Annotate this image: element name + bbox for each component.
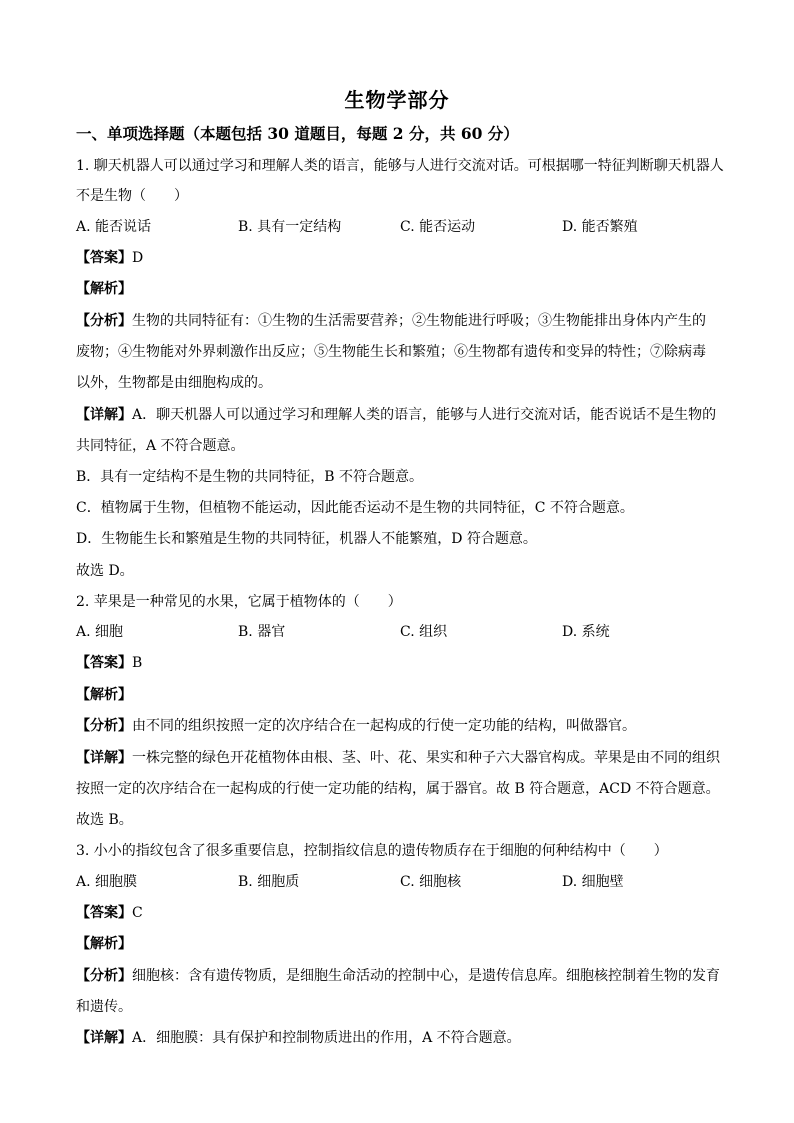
q1-xiangjie-line-1 [76,405,716,425]
q1-xiangjie-line-2: 共同特征，A 不符合题意。 [76,438,245,454]
q2-option-c: C. 组织 [400,624,448,640]
q2-analysis-label: 【解析】 [76,687,132,703]
q3-analysis-label: 【解析】 [76,936,132,952]
q1-stem-line-2: 不是生物（ ） [76,188,188,204]
q2-fenxi-text-1: 由不同的组织按照一定的次序结合在一起构成的行使一定功能的结构，叫做器官。 [132,718,636,734]
q1-stem-line-1: 1. 聊天机器人可以通过学习和理解人类的语言，能够与人进行交流对话。可根据哪一特征判断聊天机器人 [76,158,724,174]
q3-answer-value: C [132,905,143,921]
q1-option-d: D. 能否繁殖 [562,219,638,235]
q2-xiangjie-text-1: 一株完整的绿色开花植物体由根、茎、叶、花、果实和种子六大器官构成。苹果是由不同的组织 [132,750,720,766]
q2-answer-value: B [132,655,143,671]
q1-answer-value: D [132,250,144,266]
page-title: 生物学部分 [344,88,450,112]
q1-option-a: A. 能否说话 [76,219,152,235]
q2-xiangjie-line-2: 按照一定的次序结合在一起构成的行使一定功能的结构，属于器官。故 B 符合题意，ACD 不符合题意。 [76,781,720,797]
q3-xiangjie-line-1 [76,1028,521,1048]
q3-option-d: D. 细胞壁 [562,874,624,890]
q1-xiangjie-line-3: B．具有一定结构不是生物的共同特征，B 不符合题意。 [76,469,424,485]
q3-option-b: B. 细胞质 [238,874,300,890]
q1-fenxi-label: 【分析】 [76,313,132,329]
q2-xiangjie-line-1 [76,748,720,768]
q2-fenxi-line-1 [76,716,636,736]
q1-answer-label: 【答案】 [76,250,132,266]
q2-answer-label: 【答案】 [76,655,132,671]
q1-fenxi-text-1: 生物的共同特征有：①生物的生活需要营养；②生物能进行呼吸；③生物能排出身体内产生的 [132,313,706,329]
q2-fenxi-label: 【分析】 [76,718,132,734]
q1-conclusion: 故选 D。 [76,563,134,579]
q1-fenxi-line-1 [76,311,706,331]
q1-xiangjie-label: 【详解】 [76,407,132,423]
q2-stem-line-1: 2. 苹果是一种常见的水果，它属于植物体的（ ） [76,594,402,610]
q1-option-b: B. 具有一定结构 [238,219,342,235]
q3-answer [76,903,143,923]
q1-answer [76,248,143,268]
section-heading: 一、单项选择题（本题包括 30 道题目，每题 2 分，共 60 分） [76,124,519,143]
q3-fenxi-line-2: 和遗传。 [76,999,132,1015]
q1-xiangjie-line-4: C．植物属于生物，但植物不能运动，因此能否运动不是生物的共同特征，C 不符合题意。 [76,500,634,516]
q1-analysis-label: 【解析】 [76,281,132,297]
q3-option-c: C. 细胞核 [400,874,462,890]
q1-fenxi-line-2: 废物；④生物能对外界刺激作出反应；⑤生物能生长和繁殖；⑥生物都有遗传和变异的特性；⑦除病毒 [76,344,706,360]
q3-fenxi-text-1: 细胞核：含有遗传物质，是细胞生命活动的控制中心，是遗传信息库。细胞核控制着生物的发育 [132,968,720,984]
q3-xiangjie-text-1: A．细胞膜：具有保护和控制物质进出的作用，A 不符合题意。 [132,1030,521,1046]
q3-fenxi-label: 【分析】 [76,968,132,984]
q2-xiangjie-label: 【详解】 [76,750,132,766]
q2-conclusion: 故选 B。 [76,812,133,828]
q1-fenxi-line-3: 以外，生物都是由细胞构成的。 [76,375,272,391]
q3-stem-line-1: 3. 小小的指纹包含了很多重要信息，控制指纹信息的遗传物质存在于细胞的何种结构中（ ） [76,843,668,859]
q1-option-c: C. 能否运动 [400,219,476,235]
q2-option-a: A. 细胞 [76,624,124,640]
q3-answer-label: 【答案】 [76,905,132,921]
q3-fenxi-line-1 [76,966,720,986]
q1-xiangjie-line-5: D．生物能生长和繁殖是生物的共同特征，机器人不能繁殖，D 符合题意。 [76,531,537,547]
q3-option-a: A. 细胞膜 [76,874,138,890]
q2-option-b: B. 器官 [238,624,286,640]
q2-option-d: D. 系统 [562,624,610,640]
q1-xiangjie-text-1: A．聊天机器人可以通过学习和理解人类的语言，能够与人进行交流对话，能否说话不是生物的 [132,407,717,423]
q2-answer [76,653,142,673]
q3-xiangjie-label: 【详解】 [76,1030,132,1046]
